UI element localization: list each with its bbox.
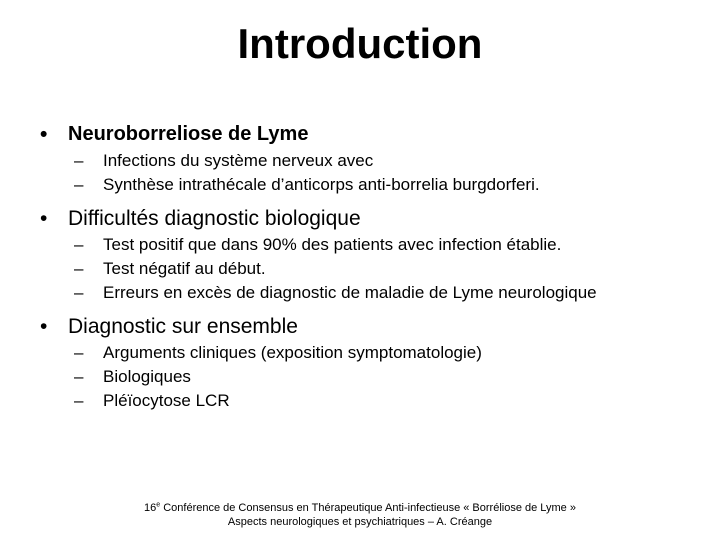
sub-item-label: Synthèse intrathécale d’anticorps anti-borrelia burgdorferi. bbox=[103, 175, 540, 194]
sub-item-label: Pléïocytose LCR bbox=[103, 391, 230, 410]
sub-item bbox=[40, 233, 710, 257]
dash-icon: – bbox=[74, 283, 84, 302]
bullet-group-difficultes bbox=[40, 205, 710, 305]
footer-superscript: e bbox=[156, 501, 161, 509]
bullet-group-diagnostic bbox=[40, 313, 710, 413]
bullet-item bbox=[40, 205, 710, 232]
bullet-label: Diagnostic sur ensemble bbox=[68, 315, 298, 338]
sub-list bbox=[40, 233, 710, 305]
bullet-icon: • bbox=[40, 315, 48, 338]
sub-item-label: Test négatif au début. bbox=[103, 259, 266, 278]
sub-list bbox=[40, 341, 710, 413]
sub-item-label: Test positif que dans 90% des patients avec infection établie. bbox=[103, 235, 562, 254]
sub-item-label: Arguments cliniques (exposition symptomatologie) bbox=[103, 343, 482, 362]
bullet-icon: • bbox=[40, 207, 48, 230]
sub-item bbox=[40, 281, 710, 305]
footer-line-1 bbox=[0, 501, 720, 515]
dash-icon: – bbox=[74, 151, 84, 170]
sub-item bbox=[40, 365, 710, 389]
bullet-label: Difficultés diagnostic biologique bbox=[68, 207, 361, 230]
bullet-list bbox=[40, 121, 710, 421]
dash-icon: – bbox=[74, 367, 84, 386]
sub-item bbox=[40, 149, 710, 173]
dash-icon: – bbox=[74, 391, 84, 410]
sub-item-label: Biologiques bbox=[103, 367, 191, 386]
slide-footer bbox=[0, 501, 720, 529]
footer-text: Conférence de Consensus en Thérapeutique Anti-infectieuse « Borréliose de Lyme » bbox=[160, 502, 576, 514]
bullet-label: Neuroborreliose de Lyme bbox=[68, 123, 309, 145]
bullet-group-neuroborreliose bbox=[40, 121, 710, 197]
sub-item-label: Infections du système nerveux avec bbox=[103, 151, 374, 170]
footer-number: 16 bbox=[144, 502, 157, 514]
sub-item bbox=[40, 173, 710, 197]
sub-item-label: Erreurs en excès de diagnostic de maladie de Lyme neurologique bbox=[103, 283, 597, 302]
dash-icon: – bbox=[74, 259, 84, 278]
dash-icon: – bbox=[74, 343, 84, 362]
bullet-item bbox=[40, 121, 710, 148]
sub-item bbox=[40, 341, 710, 365]
sub-item bbox=[40, 257, 710, 281]
dash-icon: – bbox=[74, 235, 84, 254]
dash-icon: – bbox=[74, 175, 84, 194]
slide-title: Introduction bbox=[237, 20, 483, 67]
footer-line-2: Aspects neurologiques et psychiatriques – A. Créange bbox=[227, 516, 493, 528]
bullet-icon: • bbox=[40, 123, 48, 146]
sub-list bbox=[40, 149, 710, 197]
sub-item bbox=[40, 389, 710, 413]
bullet-item bbox=[40, 313, 710, 340]
